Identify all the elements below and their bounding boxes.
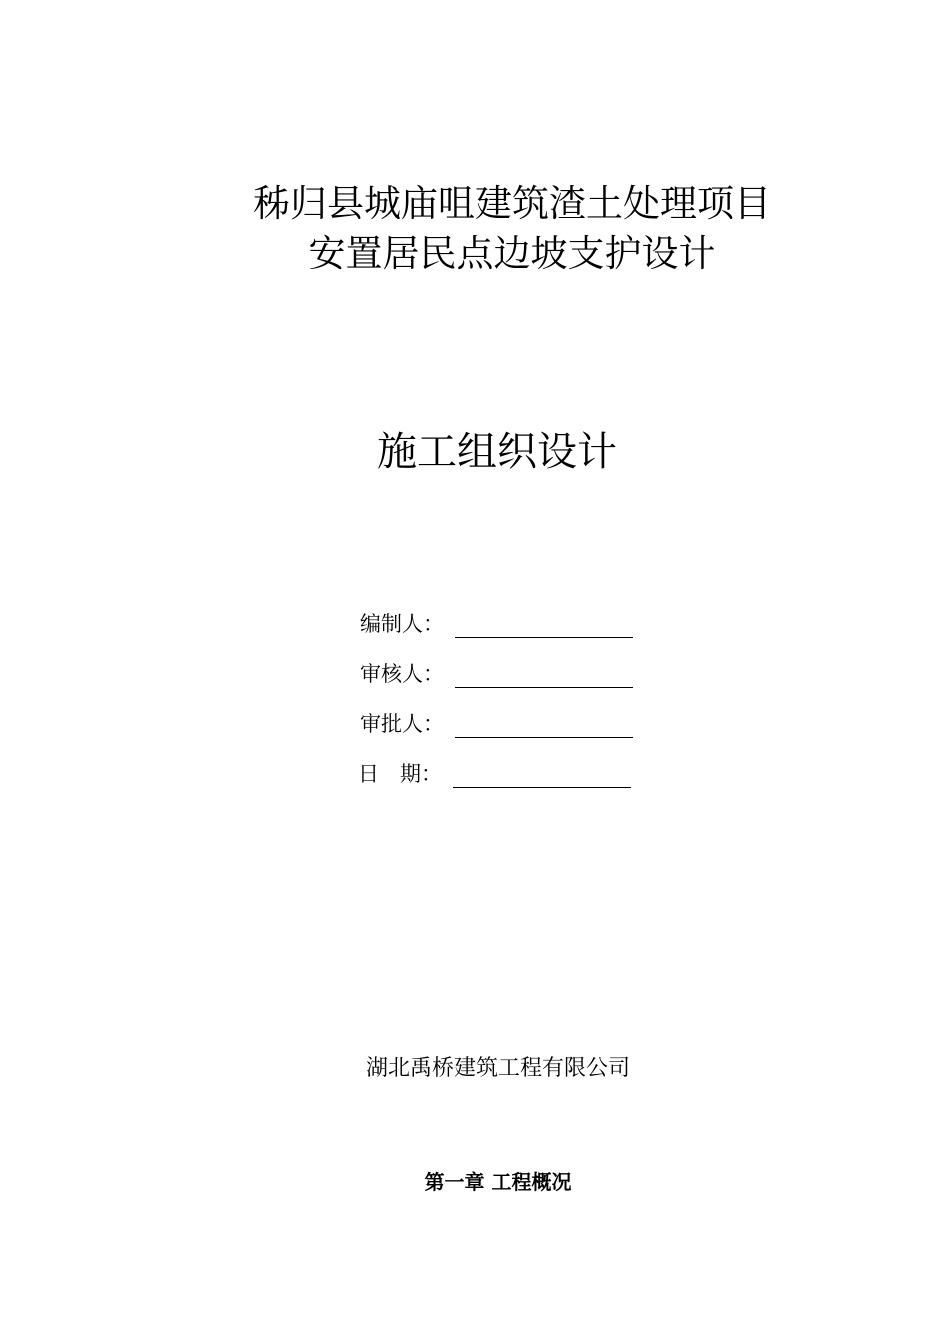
editor-signature-line — [455, 611, 633, 638]
date-signature-row — [358, 758, 631, 788]
approver-label: 审批人： — [360, 712, 444, 736]
reviewer-signature-line — [455, 661, 633, 688]
approver-signature-line — [455, 711, 633, 738]
approver-signature-row — [360, 708, 633, 738]
editor-label: 编制人： — [360, 612, 444, 636]
company-name: 湖北禹桥建筑工程有限公司 — [365, 1056, 630, 1081]
project-title-line-1: 秭归县城庙咀建筑渣土处理项目 — [253, 182, 771, 225]
project-title-line-2: 安置居民点边坡支护设计 — [308, 232, 716, 275]
editor-signature-row — [360, 608, 633, 638]
chapter-heading: 第一章 工程概况 — [424, 1170, 572, 1194]
reviewer-signature-row — [360, 658, 633, 688]
reviewer-label: 审核人： — [360, 662, 444, 686]
document-type-title: 施工组织设计 — [377, 429, 617, 475]
date-label: 日 期： — [358, 762, 442, 786]
date-signature-line — [453, 761, 631, 788]
